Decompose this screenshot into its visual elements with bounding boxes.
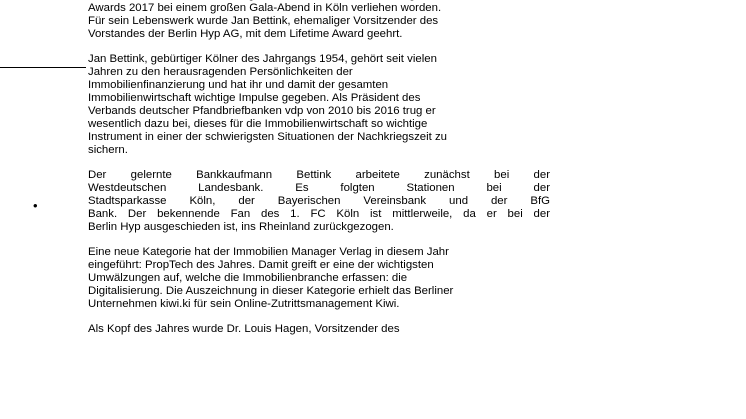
text-line: Jahren zu den herausragenden Persönlichkeiten der [88,66,353,78]
paragraph-bettink-bio [88,53,550,157]
text-line: Unternehmen kiwi.ki für sein Online-Zutrittsmanagement Kiwi. [88,298,400,310]
text-line: Immobilienwirtschaft wichtige Impulse gegeben. Als Präsident des [88,92,421,104]
margin-rule [0,67,86,68]
text-line: Umwälzungen auf, welche die Immobilienbranche erfassen: die [88,272,408,284]
text-line: eingeführt: PropTech des Jahres. Damit greift er eine der wichtigsten [88,259,434,271]
text-line: sichern. [88,144,128,156]
text-line: Vorstandes der Berlin Hyp AG, mit dem Lifetime Award geehrt. [88,28,403,40]
text-line: Awards 2017 bei einem großen Gala-Abend in Köln verliehen worden. [88,2,442,14]
paragraph-intro [88,0,550,41]
text-line: Westdeutschen Landesbank. Es folgten Stationen bei der [88,182,550,194]
text-line: Jan Bettink, gebürtiger Kölner des Jahrgangs 1954, gehört seit vielen [88,53,437,65]
text-line: Bank. Der bekennende Fan des 1. FC Köln ist mittlerweile, da er bei der [88,208,550,220]
text-line: Berlin Hyp ausgeschieden ist, ins Rheinland zurückgezogen. [88,221,394,233]
press-release-text [88,0,550,348]
paragraph-bettink-career [88,169,550,234]
text-line: Immobilienfinanzierung und hat ihr und damit der gesamten [88,79,389,91]
text-line: Eine neue Kategorie hat der Immobilien Manager Verlag in diesem Jahr [88,246,449,258]
margin-bullet: • [33,198,38,213]
text-line: wesentlich dazu bei, dieses für die Immobilienwirtschaft so wichtige [88,118,428,130]
text-line: Der gelernte Bankkaufmann Bettink arbeitete zunächst bei der [88,169,550,181]
text-line: Als Kopf des Jahres wurde Dr. Louis Hagen, Vorsitzender des [88,323,400,335]
text-line: Verbands deutscher Pfandbriefbanken vdp von 2010 bis 2016 trug er [88,105,436,117]
text-line: Für sein Lebenswerk wurde Jan Bettink, ehemaliger Vorsitzender des [88,15,439,27]
paragraph-kopf-des-jahres [88,323,550,336]
text-line: Stadtsparkasse Köln, der Bayerischen Vereinsbank und der BfG [88,195,550,207]
paragraph-proptech [88,246,550,311]
text-line: Instrument in einer der schwierigsten Situationen der Nachkriegszeit zu [88,131,447,143]
text-line: Digitalisierung. Die Auszeichnung in dieser Kategorie erhielt das Berliner [88,285,454,297]
